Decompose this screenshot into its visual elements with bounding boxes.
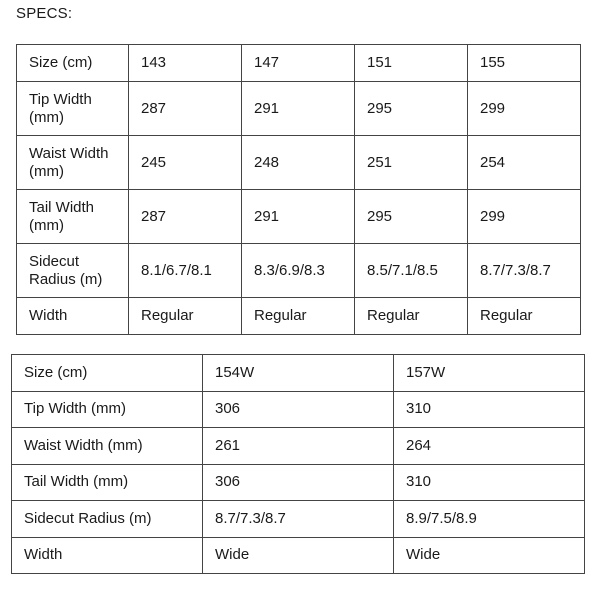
table-cell: 287 <box>129 190 242 244</box>
row-label: Size (cm) <box>17 45 129 82</box>
table-cell: 155 <box>468 45 581 82</box>
table-cell: 261 <box>203 428 394 465</box>
row-label: Waist Width (mm) <box>17 136 129 190</box>
row-label: Width <box>17 298 129 335</box>
table-row-tip-width <box>17 82 581 136</box>
table-cell: 306 <box>203 464 394 501</box>
row-label: Tip Width (mm) <box>17 82 129 136</box>
table-cell: 251 <box>355 136 468 190</box>
table-cell: 143 <box>129 45 242 82</box>
table-cell: Regular <box>468 298 581 335</box>
specs-heading: SPECS: <box>16 5 73 22</box>
table-cell: 8.7/7.3/8.7 <box>468 244 581 298</box>
table-cell: Wide <box>394 537 585 574</box>
table-cell: 147 <box>242 45 355 82</box>
table-row-waist-width <box>12 428 585 465</box>
table-cell: 299 <box>468 82 581 136</box>
table-cell: 306 <box>203 391 394 428</box>
table-cell: 8.1/6.7/8.1 <box>129 244 242 298</box>
table-cell: 310 <box>394 464 585 501</box>
table-row-width <box>12 537 585 574</box>
row-label: Width <box>12 537 203 574</box>
table-cell: 295 <box>355 190 468 244</box>
table-row-width <box>17 298 581 335</box>
table-cell: Regular <box>355 298 468 335</box>
table-cell: 291 <box>242 82 355 136</box>
table-cell: 310 <box>394 391 585 428</box>
specs-table-wide <box>11 354 585 574</box>
table-cell: 8.7/7.3/8.7 <box>203 501 394 538</box>
table-row-tip-width <box>12 391 585 428</box>
table-row-sidecut-radius <box>12 501 585 538</box>
table-row-size <box>12 355 585 392</box>
table-cell: 151 <box>355 45 468 82</box>
table-cell: 287 <box>129 82 242 136</box>
table-cell: 245 <box>129 136 242 190</box>
table-cell: 8.9/7.5/8.9 <box>394 501 585 538</box>
table-cell: Wide <box>203 537 394 574</box>
row-label: Tail Width (mm) <box>17 190 129 244</box>
table-cell: 295 <box>355 82 468 136</box>
table-cell: 254 <box>468 136 581 190</box>
table-cell: 291 <box>242 190 355 244</box>
row-label: Size (cm) <box>12 355 203 392</box>
table-row-tail-width <box>17 190 581 244</box>
table-row-size <box>17 45 581 82</box>
table-cell: 154W <box>203 355 394 392</box>
table-cell: 8.5/7.1/8.5 <box>355 244 468 298</box>
row-label: Tip Width (mm) <box>12 391 203 428</box>
table-cell: 157W <box>394 355 585 392</box>
table-cell: 248 <box>242 136 355 190</box>
table-cell: Regular <box>242 298 355 335</box>
table-row-tail-width <box>12 464 585 501</box>
row-label: Sidecut Radius (m) <box>17 244 129 298</box>
table-cell: 8.3/6.9/8.3 <box>242 244 355 298</box>
table-cell: 299 <box>468 190 581 244</box>
table-row-waist-width <box>17 136 581 190</box>
specs-table-regular <box>16 44 581 335</box>
table-row-sidecut-radius <box>17 244 581 298</box>
row-label: Sidecut Radius (m) <box>12 501 203 538</box>
row-label: Tail Width (mm) <box>12 464 203 501</box>
table-cell: 264 <box>394 428 585 465</box>
row-label: Waist Width (mm) <box>12 428 203 465</box>
table-cell: Regular <box>129 298 242 335</box>
